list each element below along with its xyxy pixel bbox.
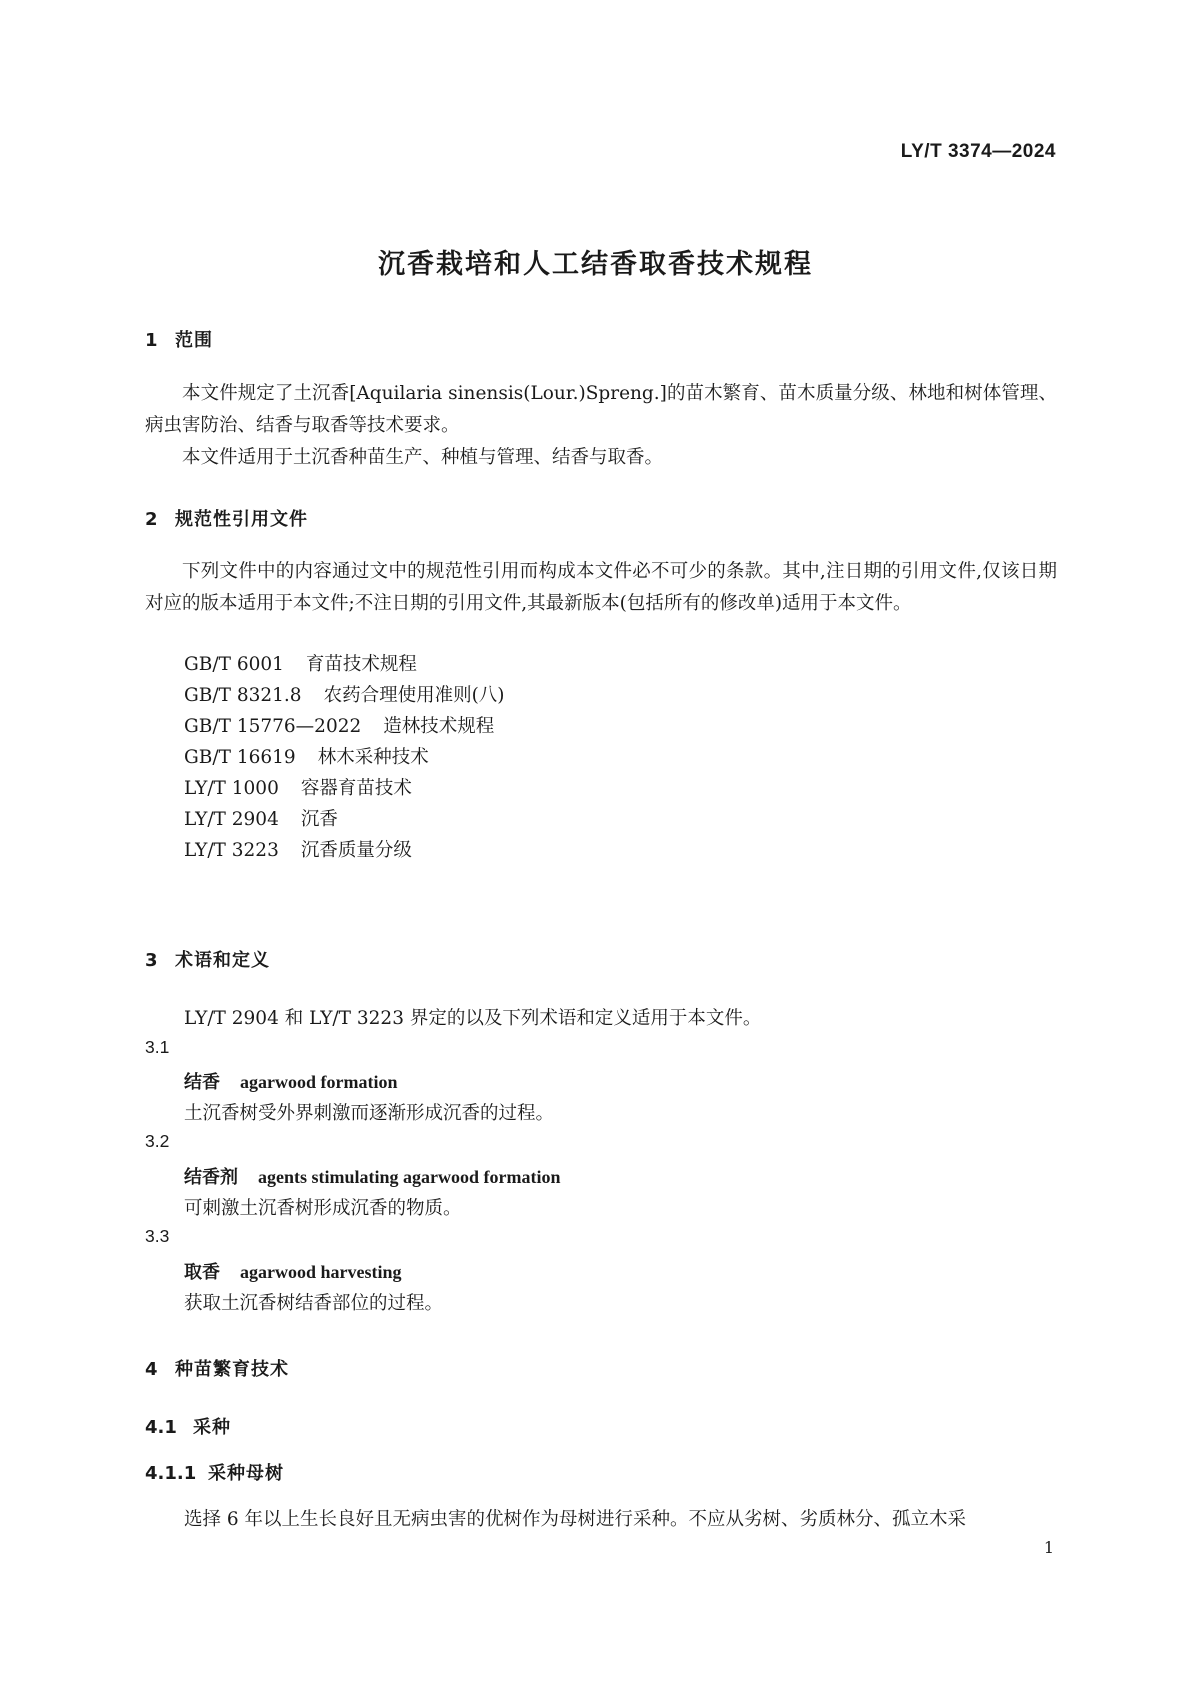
term-zh: 取香 bbox=[184, 1262, 220, 1283]
term-heading bbox=[184, 1258, 402, 1284]
reference-code: GB/T 15776—2022 bbox=[184, 716, 362, 737]
reference-item bbox=[184, 836, 412, 862]
reference-title: 沉香质量分级 bbox=[300, 840, 412, 861]
subsection-4-1-1-heading bbox=[145, 1459, 284, 1485]
section-title: 术语和定义 bbox=[175, 950, 270, 971]
subsection-number: 4.1.1 bbox=[145, 1463, 197, 1484]
reference-title: 农药合理使用准则(八) bbox=[323, 685, 505, 706]
reference-item bbox=[184, 805, 338, 831]
term-number: 3.3 bbox=[145, 1226, 170, 1246]
reference-title: 容器育苗技术 bbox=[300, 778, 412, 799]
reference-item bbox=[184, 743, 429, 769]
reference-code: GB/T 16619 bbox=[184, 747, 296, 768]
section-number: 4 bbox=[145, 1359, 158, 1380]
term-definition: 可刺激土沉香树形成沉香的物质。 bbox=[184, 1198, 462, 1219]
reference-title: 林木采种技术 bbox=[317, 747, 429, 768]
section-4-heading bbox=[145, 1355, 289, 1381]
term-zh: 结香 bbox=[184, 1072, 220, 1093]
reference-code: GB/T 8321.8 bbox=[184, 685, 302, 706]
reference-title: 育苗技术规程 bbox=[305, 654, 417, 675]
reference-item bbox=[184, 712, 494, 738]
section-2-heading bbox=[145, 505, 308, 531]
reference-item bbox=[184, 774, 412, 800]
term-definition: 获取土沉香树结香部位的过程。 bbox=[184, 1293, 444, 1314]
term-en: agents stimulating agarwood formation bbox=[258, 1167, 561, 1187]
section-number: 1 bbox=[145, 330, 158, 351]
section-number: 2 bbox=[145, 509, 158, 530]
standard-code: LY/T 3374—2024 bbox=[900, 141, 1056, 162]
scope-paragraph-1: 本文件规定了土沉香[Aquilaria sinensis(Lour.)Spreng.]的苗木繁育、苗木质量分级、林地和树体管理、病虫害防治、结香与取香等技术要求。 bbox=[145, 383, 1057, 436]
reference-code: LY/T 3223 bbox=[184, 840, 279, 861]
section-1-heading bbox=[145, 326, 213, 352]
page-number: 1 bbox=[1043, 1538, 1054, 1557]
term-number: 3.2 bbox=[145, 1131, 170, 1151]
subsection-title: 采种 bbox=[193, 1417, 231, 1438]
term-en: agarwood formation bbox=[240, 1072, 398, 1092]
subsection-4-1-heading bbox=[145, 1413, 231, 1439]
document-title: 沉香栽培和人工结香取香技术规程 bbox=[378, 249, 813, 280]
term-en: agarwood harvesting bbox=[240, 1262, 402, 1282]
term-definition: 土沉香树受外界刺激而逐渐形成沉香的过程。 bbox=[184, 1103, 555, 1124]
section-title: 种苗繁育技术 bbox=[175, 1359, 289, 1380]
reference-title: 沉香 bbox=[300, 809, 338, 830]
term-heading bbox=[184, 1163, 561, 1189]
reference-code: LY/T 1000 bbox=[184, 778, 279, 799]
reference-title: 造林技术规程 bbox=[383, 716, 495, 737]
reference-code: GB/T 6001 bbox=[184, 654, 284, 675]
subsection-number: 4.1 bbox=[145, 1417, 177, 1438]
subsection-title: 采种母树 bbox=[208, 1463, 284, 1484]
term-number: 3.1 bbox=[145, 1037, 170, 1057]
term-heading bbox=[184, 1068, 397, 1094]
terms-intro: LY/T 2904 和 LY/T 3223 界定的以及下列术语和定义适用于本文件。 bbox=[184, 1008, 762, 1029]
reference-code: LY/T 2904 bbox=[184, 809, 279, 830]
scope-paragraph-2: 本文件适用于土沉香种苗生产、种植与管理、结香与取香。 bbox=[182, 447, 664, 468]
section-3-heading bbox=[145, 946, 270, 972]
section-number: 3 bbox=[145, 950, 158, 971]
normative-intro-paragraph: 下列文件中的内容通过文中的规范性引用而构成本文件必不可少的条款。其中,注日期的引用文件,仅该日期对应的版本适用于本文件;不注日期的引用文件,其最新版本(包括所有的修改单)适用于本文件。 bbox=[145, 561, 1057, 614]
reference-item bbox=[184, 650, 417, 676]
reference-item bbox=[184, 681, 505, 707]
section-title: 规范性引用文件 bbox=[175, 509, 308, 530]
seed-mother-tree-paragraph: 选择 6 年以上生长良好且无病虫害的优树作为母树进行采种。不应从劣树、劣质林分、孤立木采 bbox=[184, 1509, 967, 1530]
section-title: 范围 bbox=[175, 330, 213, 351]
term-zh: 结香剂 bbox=[184, 1167, 238, 1188]
